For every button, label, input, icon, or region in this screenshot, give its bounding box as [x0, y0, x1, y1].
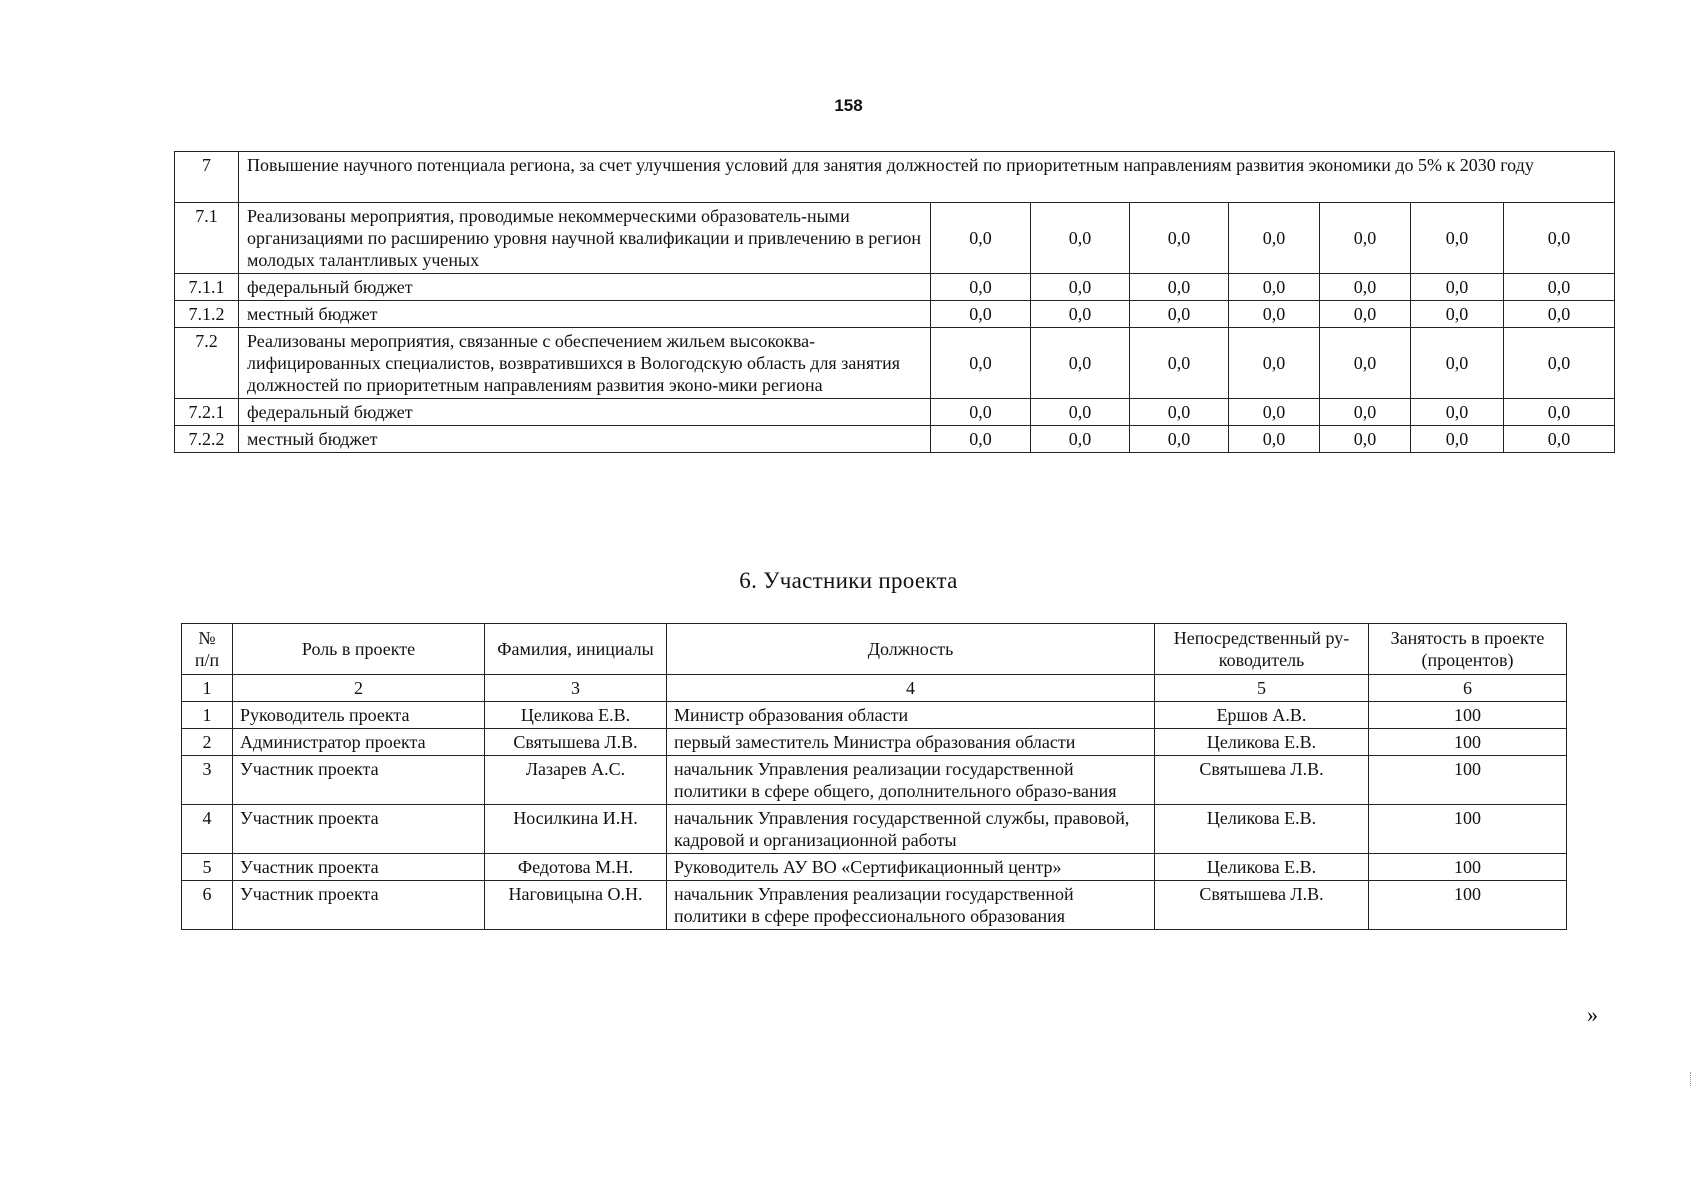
budget-value-cell: 0,0 [1031, 399, 1130, 426]
section-title: 6. Участники проекта [739, 568, 958, 593]
participant-position: начальник Управления реализации государственной политики в сфере общего, дополнительного образо-вания [667, 756, 1155, 805]
participant-load: 100 [1369, 729, 1567, 756]
closing-quote: » [1587, 1002, 1598, 1027]
budget-value-cell: 0,0 [1031, 328, 1130, 399]
budget-value-cell: 0,0 [1504, 301, 1615, 328]
participant-name: Лазарев А.С. [485, 756, 667, 805]
budget-goal-row [175, 152, 1615, 203]
participant-load: 100 [1369, 702, 1567, 729]
participant-manager: Святышева Л.В. [1155, 881, 1369, 930]
participant-role: Руководитель проекта [233, 702, 485, 729]
budget-value-cell: 0,0 [1031, 203, 1130, 274]
budget-row-code: 7.1 [175, 203, 239, 274]
participants-header-row [182, 624, 1567, 675]
budget-value-cell: 0,0 [1031, 301, 1130, 328]
column-number: 1 [182, 675, 233, 702]
column-number: 6 [1369, 675, 1567, 702]
participant-manager: Целикова Е.В. [1155, 854, 1369, 881]
header-position: Должность [667, 624, 1155, 675]
budget-value-cell: 0,0 [1504, 328, 1615, 399]
budget-row [175, 301, 1615, 328]
budget-value-cell: 0,0 [1130, 426, 1229, 453]
participant-name: Носилкина И.Н. [485, 805, 667, 854]
participant-load: 100 [1369, 756, 1567, 805]
budget-row-label: федеральный бюджет [239, 274, 931, 301]
participant-row [182, 854, 1567, 881]
column-number: 3 [485, 675, 667, 702]
participants-table [181, 623, 1567, 930]
budget-value-cell: 0,0 [931, 274, 1031, 301]
budget-value-cell: 0,0 [1411, 426, 1504, 453]
budget-value-cell: 0,0 [1031, 274, 1130, 301]
participant-role: Администратор проекта [233, 729, 485, 756]
participant-role: Участник проекта [233, 854, 485, 881]
participant-position: Руководитель АУ ВО «Сертификационный центр» [667, 854, 1155, 881]
participant-name: Наговицына О.Н. [485, 881, 667, 930]
budget-value-cell: 0,0 [1229, 274, 1320, 301]
budget-value-cell: 0,0 [1411, 301, 1504, 328]
participant-position: начальник Управления реализации государственной политики в сфере профессионального образования [667, 881, 1155, 930]
column-number-row [182, 675, 1567, 702]
participant-name: Святышева Л.В. [485, 729, 667, 756]
header-load: Занятость в проекте (процентов) [1369, 624, 1567, 675]
budget-row [175, 274, 1615, 301]
budget-row-label: федеральный бюджет [239, 399, 931, 426]
budget-value-cell: 0,0 [1229, 301, 1320, 328]
page-number: 158 [834, 96, 863, 115]
budget-value-cell: 0,0 [931, 426, 1031, 453]
participant-position: первый заместитель Министра образования области [667, 729, 1155, 756]
budget-value-cell: 0,0 [1504, 426, 1615, 453]
participant-number: 2 [182, 729, 233, 756]
budget-value-cell: 0,0 [1504, 274, 1615, 301]
budget-value-cell: 0,0 [1130, 203, 1229, 274]
budget-value-cell: 0,0 [1320, 399, 1411, 426]
participant-number: 3 [182, 756, 233, 805]
column-number: 4 [667, 675, 1155, 702]
header-name: Фамилия, инициалы [485, 624, 667, 675]
budget-value-cell: 0,0 [1130, 399, 1229, 426]
goal-text: Повышение научного потенциала региона, за счет улучшения условий для занятия должностей по приоритетным направлениям развития экономики до 5% к 2030 году [239, 152, 1615, 203]
participant-manager: Ершов А.В. [1155, 702, 1369, 729]
participant-position: начальник Управления государственной службы, правовой, кадровой и организационной работы [667, 805, 1155, 854]
participant-row [182, 756, 1567, 805]
budget-value-cell: 0,0 [1411, 203, 1504, 274]
budget-value-cell: 0,0 [1130, 328, 1229, 399]
budget-value-cell: 0,0 [1411, 399, 1504, 426]
budget-value-cell: 0,0 [1504, 203, 1615, 274]
participant-role: Участник проекта [233, 756, 485, 805]
header-manager: Непосредственный ру-ководитель [1155, 624, 1369, 675]
budget-value-cell: 0,0 [1411, 274, 1504, 301]
budget-value-cell: 0,0 [1130, 301, 1229, 328]
participant-number: 6 [182, 881, 233, 930]
budget-row-label: местный бюджет [239, 301, 931, 328]
budget-row-code: 7.1.1 [175, 274, 239, 301]
participant-number: 5 [182, 854, 233, 881]
header-number: № п/п [182, 624, 233, 675]
scan-edge-mark [1690, 1072, 1696, 1086]
column-number: 5 [1155, 675, 1369, 702]
budget-value-cell: 0,0 [1320, 274, 1411, 301]
budget-value-cell: 0,0 [1031, 426, 1130, 453]
budget-row-code: 7.1.2 [175, 301, 239, 328]
budget-row-label: Реализованы мероприятия, связанные с обеспечением жильем высококва-лифицированных специалистов, возвратившихся в Вологодскую область для занятия должностей по приоритетным направлениям развития эконо-мики региона [239, 328, 931, 399]
budget-row [175, 203, 1615, 274]
budget-row-label: местный бюджет [239, 426, 931, 453]
budget-table [174, 151, 1615, 453]
participant-row [182, 881, 1567, 930]
participant-number: 4 [182, 805, 233, 854]
participant-number: 1 [182, 702, 233, 729]
participant-manager: Святышева Л.В. [1155, 756, 1369, 805]
budget-value-cell: 0,0 [931, 399, 1031, 426]
participant-role: Участник проекта [233, 881, 485, 930]
budget-value-cell: 0,0 [1229, 203, 1320, 274]
participant-name: Целикова Е.В. [485, 702, 667, 729]
budget-row-code: 7.2.2 [175, 426, 239, 453]
budget-row-code: 7.2.1 [175, 399, 239, 426]
participant-manager: Целикова Е.В. [1155, 729, 1369, 756]
participant-role: Участник проекта [233, 805, 485, 854]
participant-name: Федотова М.Н. [485, 854, 667, 881]
goal-code: 7 [175, 152, 239, 203]
budget-value-cell: 0,0 [1320, 203, 1411, 274]
participant-load: 100 [1369, 805, 1567, 854]
participant-position: Министр образования области [667, 702, 1155, 729]
budget-value-cell: 0,0 [1411, 328, 1504, 399]
participant-row [182, 805, 1567, 854]
budget-row [175, 399, 1615, 426]
budget-value-cell: 0,0 [1320, 328, 1411, 399]
budget-row-label: Реализованы мероприятия, проводимые некоммерческими образователь-ными организациями по расширению уровня научной квалификации и привлечению в регион молодых талантливых ученых [239, 203, 931, 274]
budget-row-code: 7.2 [175, 328, 239, 399]
budget-value-cell: 0,0 [931, 328, 1031, 399]
budget-value-cell: 0,0 [1130, 274, 1229, 301]
participant-load: 100 [1369, 854, 1567, 881]
participant-manager: Целикова Е.В. [1155, 805, 1369, 854]
budget-value-cell: 0,0 [931, 301, 1031, 328]
budget-row [175, 328, 1615, 399]
participant-load: 100 [1369, 881, 1567, 930]
budget-value-cell: 0,0 [1229, 399, 1320, 426]
header-role: Роль в проекте [233, 624, 485, 675]
budget-value-cell: 0,0 [1229, 426, 1320, 453]
participant-row [182, 729, 1567, 756]
budget-row [175, 426, 1615, 453]
budget-value-cell: 0,0 [1504, 399, 1615, 426]
participant-row [182, 702, 1567, 729]
budget-value-cell: 0,0 [1320, 426, 1411, 453]
budget-value-cell: 0,0 [931, 203, 1031, 274]
budget-value-cell: 0,0 [1229, 328, 1320, 399]
budget-value-cell: 0,0 [1320, 301, 1411, 328]
column-number: 2 [233, 675, 485, 702]
